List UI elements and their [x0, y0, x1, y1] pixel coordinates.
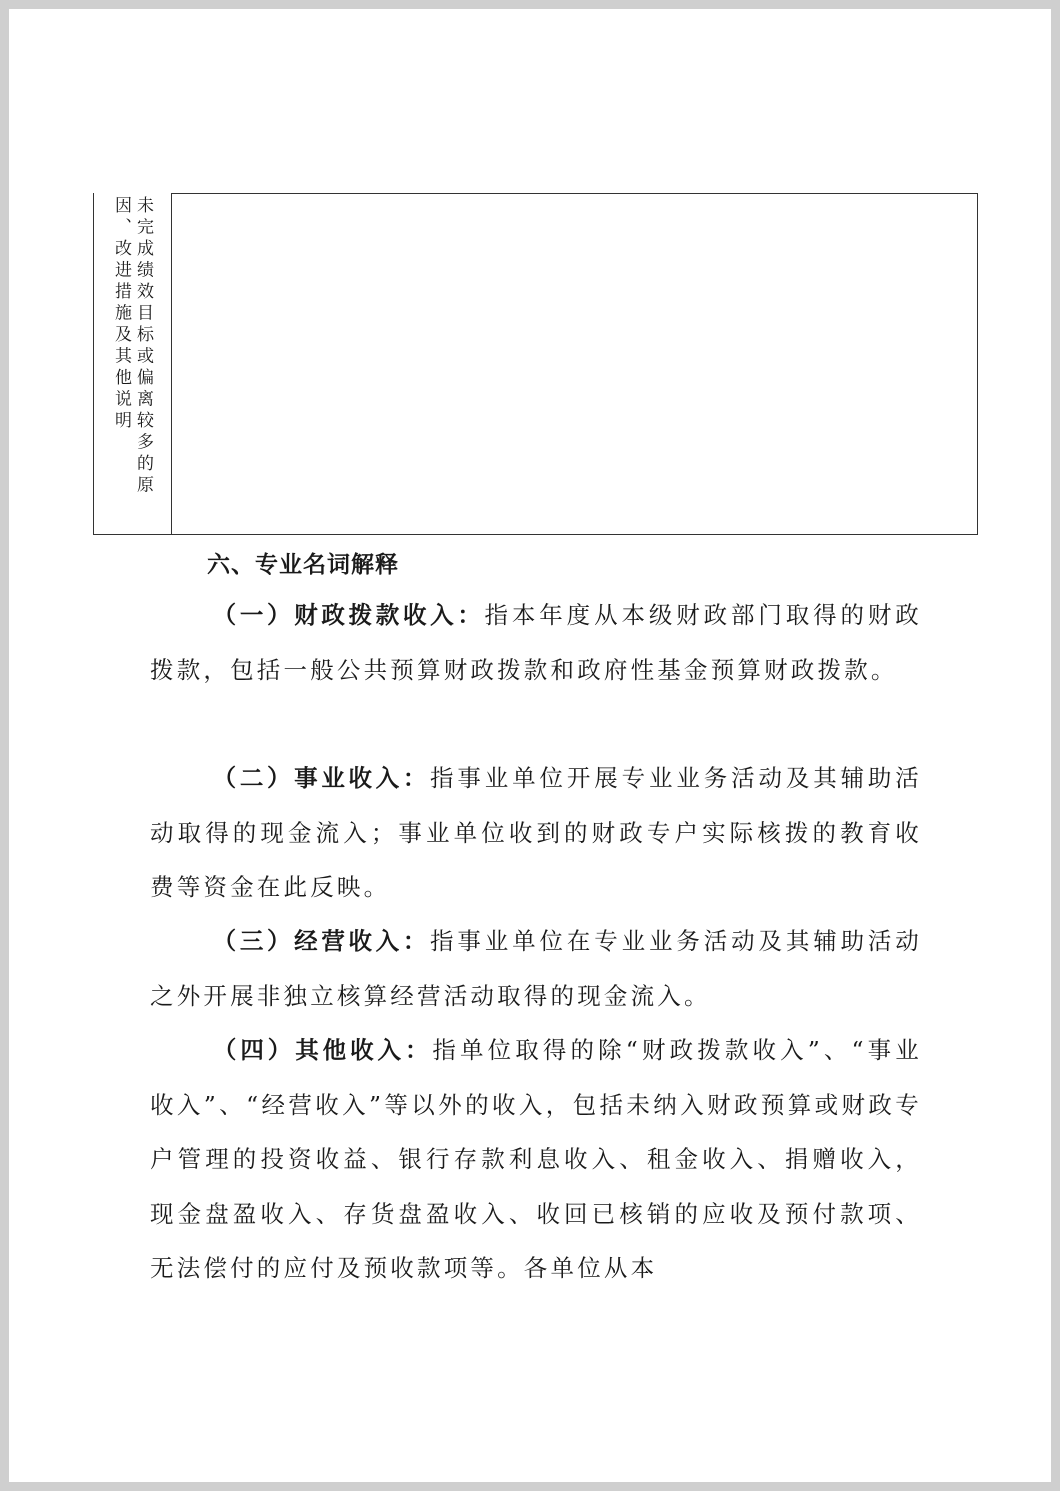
term-label: （一）财政拨款收入： — [212, 601, 485, 629]
paragraph-other-income — [150, 1023, 922, 1296]
term-label: （四）其他收入： — [212, 1036, 433, 1064]
table-row-label: 未完成绩效目标或偏离较多的原因、改进措施及其他说明 — [111, 196, 153, 497]
term-definition: 指单位取得的除“财政拨款收入”、“事业收入”、“经营收入”等以外的收入，包括未纳入财政预算或财政专户管理的投资收益、银行存款利息收入、租金收入、捐赠收入，现金盘盈收入、存货盘盈收入、收回已核销的应收及预付款项、无法偿付的应付及预收款项等。各单位从本 — [150, 1036, 923, 1282]
table-row-content-cell — [171, 193, 978, 535]
term-definition: 指事业单位在专业业务活动及其辅助活动之外开展非独立核算经营活动取得的现金流入。 — [150, 927, 923, 1010]
term-label: （二）事业收入： — [212, 764, 431, 792]
term-label: （三）经营收入： — [212, 927, 431, 955]
paragraph-business-income — [150, 751, 922, 915]
term-definition: 指本年度从本级财政部门取得的财政拨款，包括一般公共预算财政拨款和政府性基金预算财政拨款。 — [150, 601, 922, 684]
term-definition: 指事业单位开展专业业务活动及其辅助活动取得的现金流入；事业单位收到的财政专户实际核拨的教育收费等资金在此反映。 — [150, 764, 923, 901]
section-title: 六、专业名词解释 — [207, 552, 399, 578]
paragraph-fiscal-appropriation — [150, 588, 922, 697]
paragraph-operating-income — [150, 914, 922, 1023]
